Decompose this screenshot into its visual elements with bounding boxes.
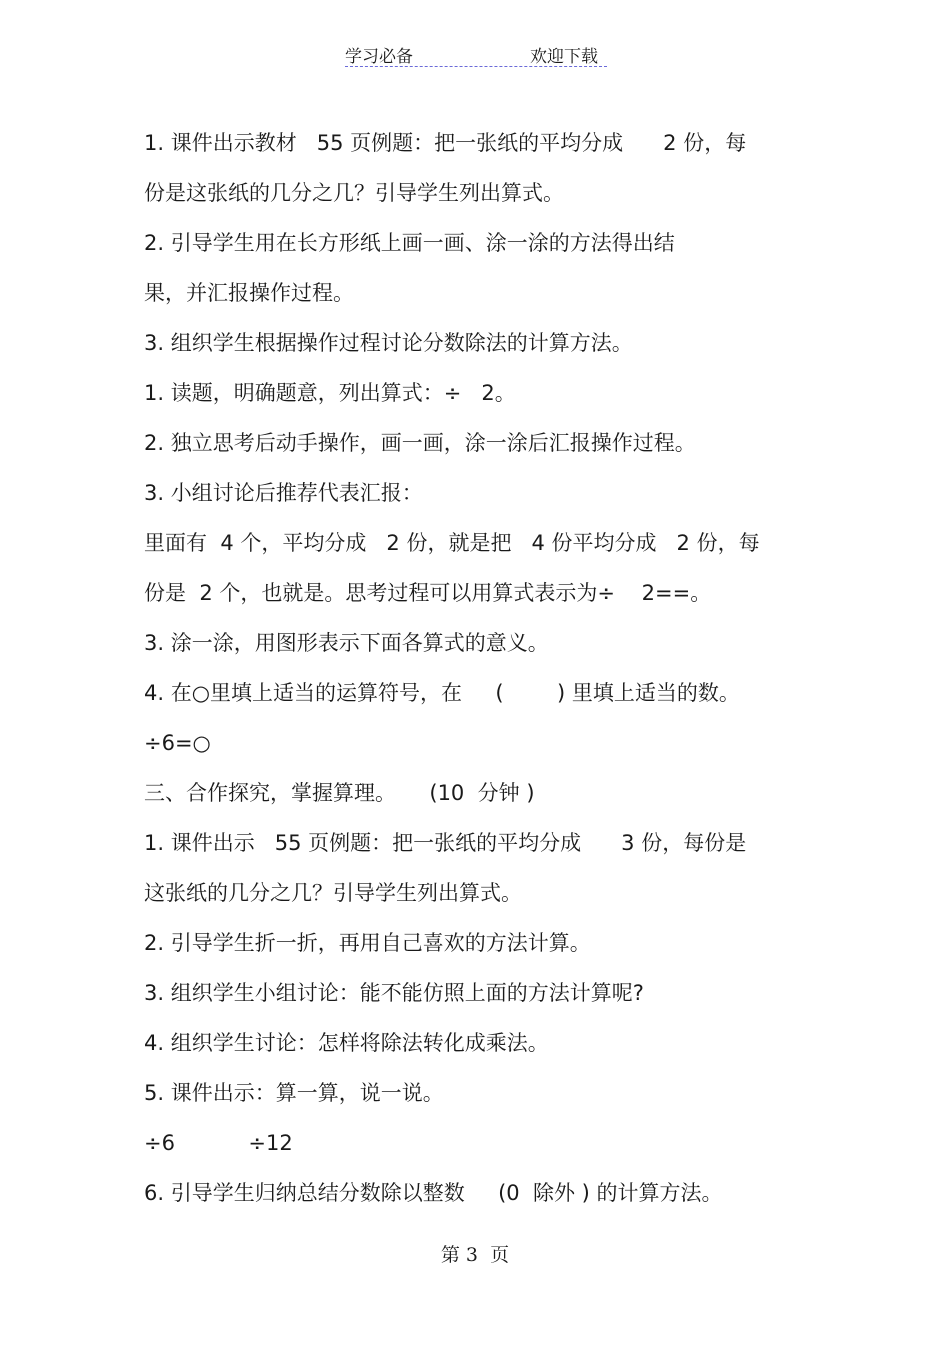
text-line: 2. 引导学生用在长方形纸上画一画、涂一涂的方法得出结 [144, 231, 675, 255]
text-line: 5. 课件出示：算一算，说一说。 [144, 1081, 444, 1105]
text-line: 4. 在○里填上适当的运算符号，在 ( ) 里填上适当的数。 [144, 681, 740, 705]
section-heading: 三、合作探究，掌握算理。 (10 分钟 ) [144, 781, 535, 805]
page-header [345, 40, 607, 67]
text-line: 份是 2 个，也就是。思考过程可以用算式表示为÷ 2==。 [144, 581, 712, 605]
text-line: 1. 课件出示教材 55 页例题：把一张纸的平均分成 2 份，每 [144, 131, 747, 155]
text-line: 3. 小组讨论后推荐代表汇报： [144, 481, 423, 505]
document-body [144, 118, 824, 1218]
text-line: 1. 课件出示 55 页例题：把一张纸的平均分成 3 份，每份是 [144, 831, 747, 855]
text-line: 6. 引导学生归纳总结分数除以整数 (0 除外 ) 的计算方法。 [144, 1181, 723, 1205]
text-line: 3. 涂一涂，用图形表示下面各算式的意义。 [144, 631, 549, 655]
text-line: 1. 读题，明确题意，列出算式：÷ 2。 [144, 381, 516, 405]
text-line: ÷6=○ [144, 731, 211, 755]
text-line: 3. 组织学生根据操作过程讨论分数除法的计算方法。 [144, 331, 633, 355]
text-line: 里面有 4 个，平均分成 2 份，就是把 4 份平均分成 2 份，每 [144, 531, 760, 555]
text-line: 2. 引导学生折一折，再用自己喜欢的方法计算。 [144, 931, 591, 955]
header-left-text: 学习必备 [345, 47, 413, 67]
text-line: 3. 组织学生小组讨论：能不能仿照上面的方法计算呢? [144, 981, 644, 1005]
header-right-text: 欢迎下载 [530, 47, 598, 67]
text-line: 果，并汇报操作过程。 [144, 281, 354, 305]
text-line: 这张纸的几分之几？引导学生列出算式。 [144, 881, 522, 905]
text-line: 4. 组织学生讨论：怎样将除法转化成乘法。 [144, 1031, 549, 1055]
text-line: ÷6 ÷12 [144, 1131, 293, 1155]
page-number: 第 3 页 [440, 1244, 510, 1266]
text-line: 份是这张纸的几分之几？引导学生列出算式。 [144, 181, 564, 205]
text-line: 2. 独立思考后动手操作，画一画，涂一涂后汇报操作过程。 [144, 431, 696, 455]
